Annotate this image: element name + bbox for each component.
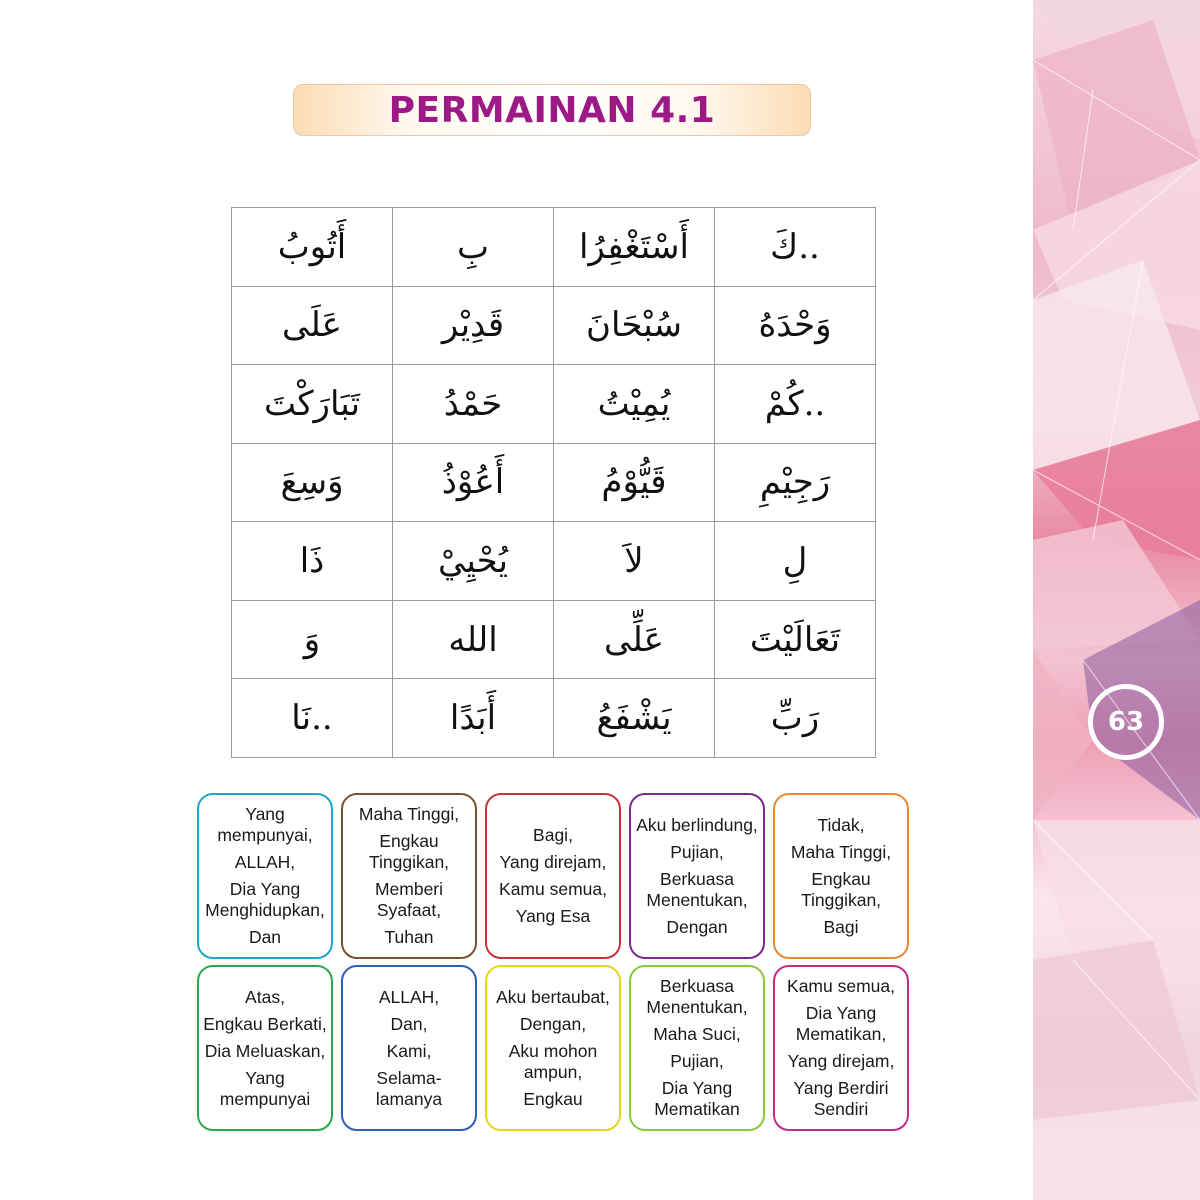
meaning-card[interactable] (485, 965, 621, 1131)
card-line: Yang mempunyai (219, 1067, 311, 1109)
meaning-card[interactable] (341, 965, 477, 1131)
card-line: Aku berlindung, (636, 814, 758, 835)
card-line: Aku bertaubat, (496, 986, 610, 1007)
grid-row (232, 286, 876, 365)
card-line: Memberi Syafaat, (374, 879, 444, 920)
grid-row (232, 522, 876, 601)
card-line: Engkau Tinggikan, (800, 868, 882, 910)
grid-cell[interactable]: ..كُمْ (715, 365, 876, 444)
card-line: Aku mohon ampun, (508, 1040, 598, 1082)
grid-cell[interactable]: أَسْتَغْفِرُا (554, 208, 715, 287)
meaning-card[interactable] (485, 793, 621, 959)
card-line: Atas, (245, 986, 285, 1007)
card-line: Kami, (386, 1040, 432, 1061)
grid-cell[interactable]: يَشْفَعُ (554, 679, 715, 758)
grid-row (232, 443, 876, 522)
meaning-card[interactable] (197, 793, 333, 959)
card-line: Engkau Berkati, (203, 1013, 327, 1034)
grid-cell[interactable]: ..نَا (232, 679, 393, 758)
grid-cell[interactable]: وَحْدَهُ (715, 286, 876, 365)
grid-cell[interactable]: تَبَارَكْتَ (232, 365, 393, 444)
grid-cell[interactable]: حَمْدُ (393, 365, 554, 444)
card-line: ALLAH, (234, 852, 296, 872)
title-banner (293, 84, 811, 136)
grid-cell[interactable]: قَدِيْر (393, 286, 554, 365)
grid-cell[interactable]: يُمِيْتُ (554, 365, 715, 444)
card-line: Dia Yang Mematikan (654, 1078, 740, 1119)
card-line: Yang mempunyai, (217, 804, 313, 845)
card-line: Tuhan (384, 927, 434, 947)
card-line: Maha Tinggi, (790, 841, 892, 862)
grid-cell[interactable]: لاَ (554, 522, 715, 601)
card-line: Engkau Tinggikan, (368, 831, 450, 872)
meaning-cards (197, 793, 909, 1133)
card-line: Maha Tinggi, (358, 804, 460, 824)
card-line: Kamu semua, (499, 879, 607, 899)
card-line: Dengan (666, 916, 728, 937)
grid-cell[interactable]: عَلِّى (554, 600, 715, 679)
grid-cell[interactable]: أَبَدًا (393, 679, 554, 758)
page-title: PERMAINAN 4.1 (388, 89, 716, 131)
meaning-card[interactable] (197, 965, 333, 1131)
card-line: Yang Esa (515, 906, 591, 926)
card-line: Dan (248, 927, 282, 947)
grid-cell[interactable]: رَجِيْمِ (715, 443, 876, 522)
grid-cell[interactable]: وَسِعَ (232, 443, 393, 522)
grid-row (232, 600, 876, 679)
card-line: Yang direjam, (787, 1051, 895, 1071)
grid-cell[interactable]: رَبِّ (715, 679, 876, 758)
card-line: Dan, (390, 1013, 428, 1034)
card-line: Dia Yang Mematikan, (795, 1003, 887, 1044)
meaning-card[interactable] (773, 793, 909, 959)
grid-cell[interactable]: عَلَى (232, 286, 393, 365)
card-line: Berkuasa Menentukan, (646, 976, 748, 1017)
grid-cell[interactable]: وَ (232, 600, 393, 679)
grid-cell[interactable]: قَيُّوْمُ (554, 443, 715, 522)
card-line: Dia Meluaskan, (204, 1040, 326, 1061)
meaning-card[interactable] (341, 793, 477, 959)
meaning-card[interactable] (629, 965, 765, 1131)
grid-cell[interactable]: ذَا (232, 522, 393, 601)
card-line: Pujian, (670, 841, 724, 862)
card-line: Berkuasa Menentukan, (646, 868, 748, 910)
card-line: Dia Yang Menghidupkan, (205, 879, 325, 920)
grid-cell[interactable]: يُحْيِيْ (393, 522, 554, 601)
grid-cell[interactable]: الله (393, 600, 554, 679)
grid-cell[interactable]: لِ (715, 522, 876, 601)
card-line: Yang Berdiri Sendiri (793, 1078, 889, 1119)
card-line: Pujian, (670, 1051, 724, 1071)
grid-cell[interactable]: تَعَالَيْتَ (715, 600, 876, 679)
grid-row (232, 365, 876, 444)
grid-cell[interactable]: أَتُوبُ (232, 208, 393, 287)
geometric-pattern (1033, 0, 1200, 1200)
grid-cell[interactable]: سُبْحَانَ (554, 286, 715, 365)
card-line: Yang direjam, (499, 852, 607, 872)
grid-row (232, 679, 876, 758)
card-line: Engkau (523, 1088, 583, 1109)
card-line: ALLAH, (378, 986, 440, 1007)
grid-cell[interactable]: بِ (393, 208, 554, 287)
meaning-card[interactable] (773, 965, 909, 1131)
arabic-word-grid (231, 207, 876, 758)
decorative-side-strip (1033, 0, 1200, 1200)
card-line: Kamu semua, (787, 976, 895, 996)
card-line: Selama-lamanya (375, 1067, 443, 1109)
card-line: Maha Suci, (653, 1024, 741, 1044)
grid-cell[interactable]: أَعُوْذُ (393, 443, 554, 522)
page-number: 63 (1088, 684, 1164, 760)
meaning-card[interactable] (629, 793, 765, 959)
card-line: Dengan, (519, 1013, 587, 1034)
card-line: Bagi, (533, 825, 573, 845)
card-line: Tidak, (817, 814, 865, 835)
grid-cell[interactable]: ..كَ (715, 208, 876, 287)
card-line: Bagi (823, 916, 859, 937)
grid-row (232, 208, 876, 287)
